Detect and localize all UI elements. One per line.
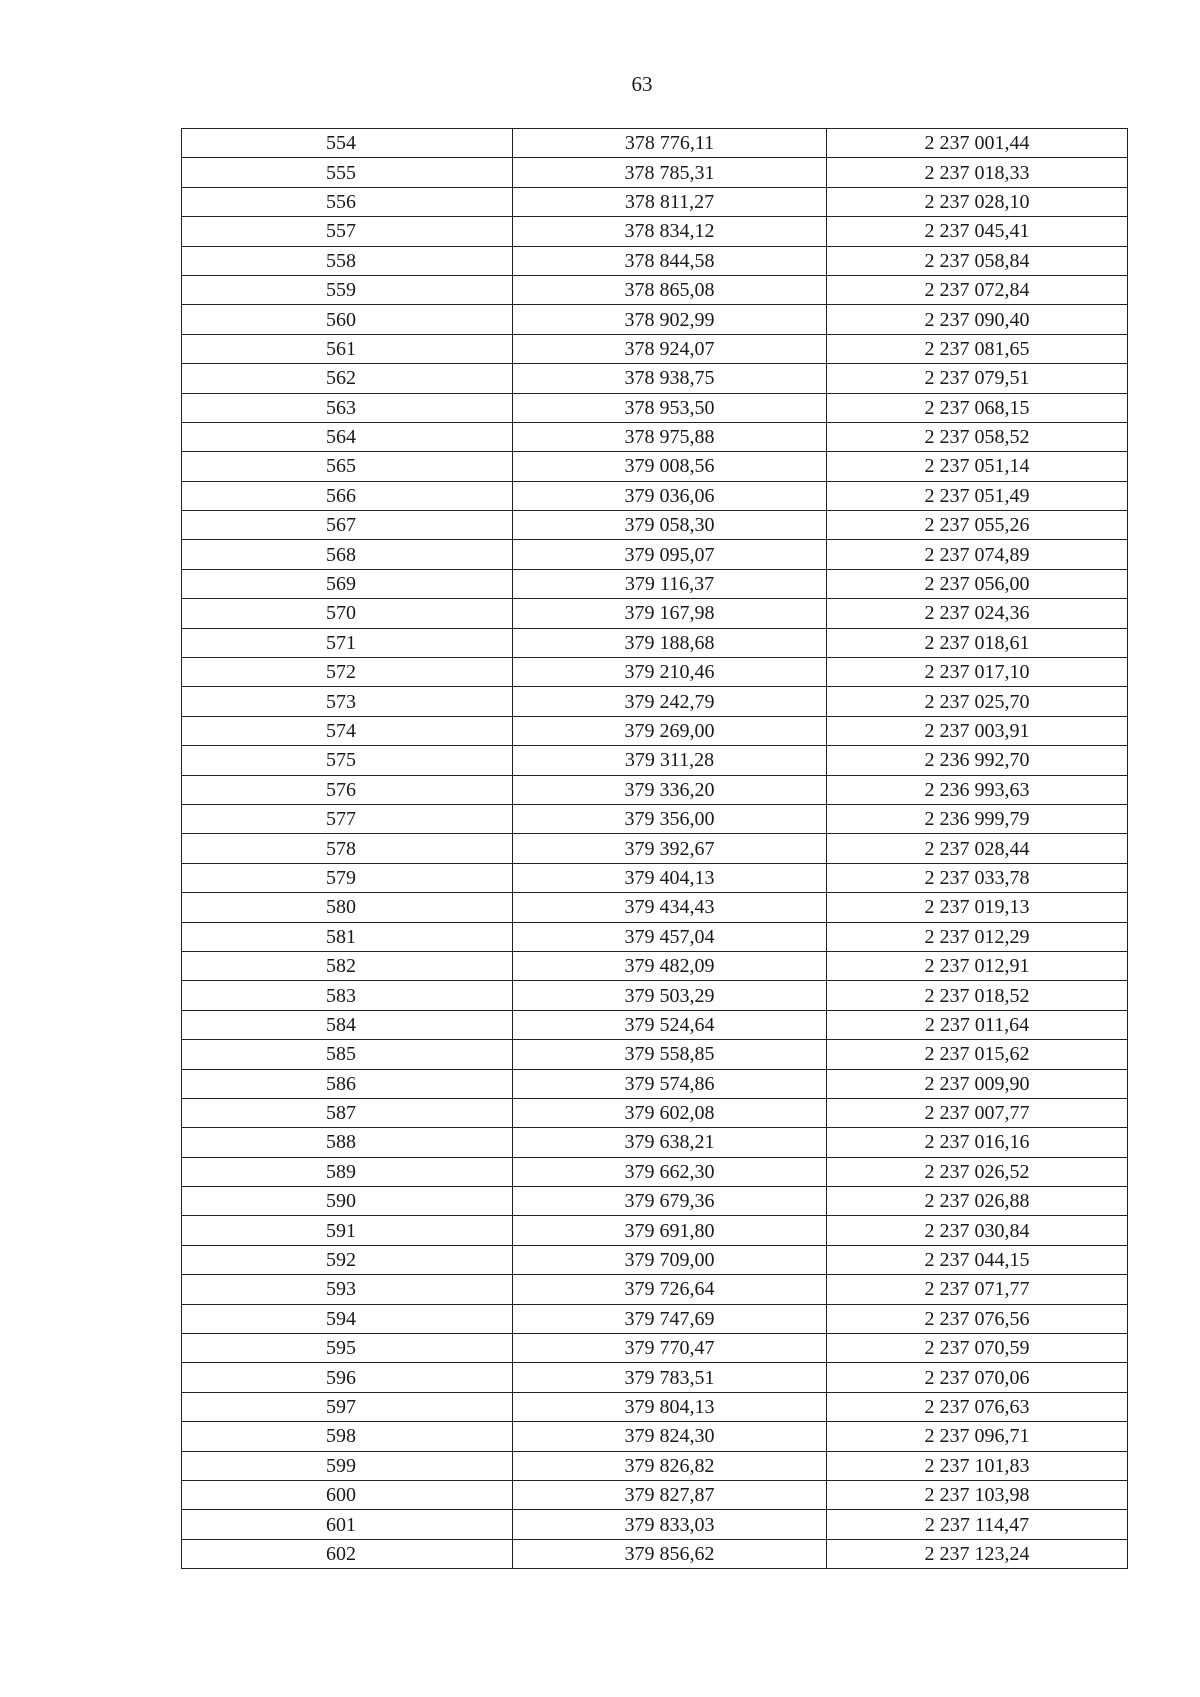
point-number-cell: 588: [182, 1128, 513, 1157]
point-number-cell: 577: [182, 804, 513, 833]
y-coordinate-cell: 2 237 015,62: [827, 1040, 1128, 1069]
y-coordinate-cell: 2 237 024,36: [827, 599, 1128, 628]
y-coordinate-cell: 2 237 026,52: [827, 1157, 1128, 1186]
point-number-cell: 554: [182, 129, 513, 158]
point-number-cell: 601: [182, 1510, 513, 1539]
point-number-cell: 558: [182, 246, 513, 275]
x-coordinate-cell: 379 167,98: [513, 599, 827, 628]
x-coordinate-cell: 379 833,03: [513, 1510, 827, 1539]
point-number-cell: 564: [182, 422, 513, 451]
y-coordinate-cell: 2 237 011,64: [827, 1010, 1128, 1039]
point-number-cell: 595: [182, 1334, 513, 1363]
y-coordinate-cell: 2 237 017,10: [827, 658, 1128, 687]
point-number-cell: 565: [182, 452, 513, 481]
point-number-cell: 581: [182, 922, 513, 951]
table-row: [182, 158, 1128, 187]
y-coordinate-cell: 2 237 012,29: [827, 922, 1128, 951]
x-coordinate-cell: 379 036,06: [513, 481, 827, 510]
table-row: [182, 540, 1128, 569]
y-coordinate-cell: 2 237 016,16: [827, 1128, 1128, 1157]
x-coordinate-cell: 379 770,47: [513, 1334, 827, 1363]
table-row: [182, 1480, 1128, 1509]
y-coordinate-cell: 2 237 101,83: [827, 1451, 1128, 1480]
y-coordinate-cell: 2 237 007,77: [827, 1098, 1128, 1127]
table-row: [182, 775, 1128, 804]
y-coordinate-cell: 2 237 076,56: [827, 1304, 1128, 1333]
y-coordinate-cell: 2 237 058,84: [827, 246, 1128, 275]
x-coordinate-cell: 379 856,62: [513, 1539, 827, 1568]
x-coordinate-cell: 379 457,04: [513, 922, 827, 951]
table-row: [182, 569, 1128, 598]
point-number-cell: 555: [182, 158, 513, 187]
x-coordinate-cell: 379 116,37: [513, 569, 827, 598]
page-number: 63: [631, 72, 653, 96]
table-row: [182, 599, 1128, 628]
x-coordinate-cell: 378 953,50: [513, 393, 827, 422]
coordinates-table: [181, 128, 1128, 1569]
y-coordinate-cell: 2 236 992,70: [827, 746, 1128, 775]
y-coordinate-cell: 2 237 018,33: [827, 158, 1128, 187]
x-coordinate-cell: 379 356,00: [513, 804, 827, 833]
x-coordinate-cell: 379 336,20: [513, 775, 827, 804]
y-coordinate-cell: 2 237 055,26: [827, 511, 1128, 540]
table-row: [182, 922, 1128, 951]
table-row: [182, 1098, 1128, 1127]
table-row: [182, 658, 1128, 687]
point-number-cell: 560: [182, 305, 513, 334]
x-coordinate-cell: 379 826,82: [513, 1451, 827, 1480]
point-number-cell: 576: [182, 775, 513, 804]
x-coordinate-cell: 379 482,09: [513, 951, 827, 980]
table-row: [182, 246, 1128, 275]
x-coordinate-cell: 379 095,07: [513, 540, 827, 569]
y-coordinate-cell: 2 237 045,41: [827, 217, 1128, 246]
y-coordinate-cell: 2 237 081,65: [827, 334, 1128, 363]
y-coordinate-cell: 2 237 070,59: [827, 1334, 1128, 1363]
y-coordinate-cell: 2 237 058,52: [827, 422, 1128, 451]
table-row: [182, 1275, 1128, 1304]
table-row: [182, 305, 1128, 334]
x-coordinate-cell: 378 785,31: [513, 158, 827, 187]
point-number-cell: 572: [182, 658, 513, 687]
x-coordinate-cell: 379 188,68: [513, 628, 827, 657]
point-number-cell: 570: [182, 599, 513, 628]
point-number-cell: 591: [182, 1216, 513, 1245]
table-row: [182, 628, 1128, 657]
y-coordinate-cell: 2 237 090,40: [827, 305, 1128, 334]
table-row: [182, 981, 1128, 1010]
y-coordinate-cell: 2 237 103,98: [827, 1480, 1128, 1509]
coordinates-table-body: [182, 129, 1128, 1569]
y-coordinate-cell: 2 237 068,15: [827, 393, 1128, 422]
x-coordinate-cell: 379 726,64: [513, 1275, 827, 1304]
y-coordinate-cell: 2 237 072,84: [827, 275, 1128, 304]
x-coordinate-cell: 379 008,56: [513, 452, 827, 481]
point-number-cell: 585: [182, 1040, 513, 1069]
table-row: [182, 1040, 1128, 1069]
point-number-cell: 598: [182, 1422, 513, 1451]
point-number-cell: 578: [182, 834, 513, 863]
point-number-cell: 599: [182, 1451, 513, 1480]
table-row: [182, 1392, 1128, 1421]
x-coordinate-cell: 378 975,88: [513, 422, 827, 451]
x-coordinate-cell: 378 776,11: [513, 129, 827, 158]
y-coordinate-cell: 2 236 999,79: [827, 804, 1128, 833]
x-coordinate-cell: 378 811,27: [513, 187, 827, 216]
y-coordinate-cell: 2 237 019,13: [827, 893, 1128, 922]
x-coordinate-cell: 378 924,07: [513, 334, 827, 363]
point-number-cell: 568: [182, 540, 513, 569]
y-coordinate-cell: 2 237 001,44: [827, 129, 1128, 158]
point-number-cell: 597: [182, 1392, 513, 1421]
y-coordinate-cell: 2 237 033,78: [827, 863, 1128, 892]
point-number-cell: 575: [182, 746, 513, 775]
table-row: [182, 1451, 1128, 1480]
y-coordinate-cell: 2 237 051,49: [827, 481, 1128, 510]
x-coordinate-cell: 379 242,79: [513, 687, 827, 716]
table-row: [182, 364, 1128, 393]
x-coordinate-cell: 379 804,13: [513, 1392, 827, 1421]
point-number-cell: 586: [182, 1069, 513, 1098]
y-coordinate-cell: 2 237 056,00: [827, 569, 1128, 598]
x-coordinate-cell: 379 662,30: [513, 1157, 827, 1186]
point-number-cell: 584: [182, 1010, 513, 1039]
table-row: [182, 1539, 1128, 1568]
x-coordinate-cell: 379 404,13: [513, 863, 827, 892]
table-row: [182, 187, 1128, 216]
table-row: [182, 334, 1128, 363]
point-number-cell: 556: [182, 187, 513, 216]
x-coordinate-cell: 379 638,21: [513, 1128, 827, 1157]
table-row: [182, 1157, 1128, 1186]
x-coordinate-cell: 379 210,46: [513, 658, 827, 687]
x-coordinate-cell: 378 834,12: [513, 217, 827, 246]
point-number-cell: 596: [182, 1363, 513, 1392]
table-row: [182, 1334, 1128, 1363]
point-number-cell: 582: [182, 951, 513, 980]
point-number-cell: 567: [182, 511, 513, 540]
point-number-cell: 566: [182, 481, 513, 510]
table-row: [182, 746, 1128, 775]
table-row: [182, 1510, 1128, 1539]
x-coordinate-cell: 379 691,80: [513, 1216, 827, 1245]
table-row: [182, 452, 1128, 481]
y-coordinate-cell: 2 237 071,77: [827, 1275, 1128, 1304]
x-coordinate-cell: 379 824,30: [513, 1422, 827, 1451]
point-number-cell: 587: [182, 1098, 513, 1127]
table-row: [182, 393, 1128, 422]
point-number-cell: 592: [182, 1245, 513, 1274]
y-coordinate-cell: 2 237 096,71: [827, 1422, 1128, 1451]
x-coordinate-cell: 379 709,00: [513, 1245, 827, 1274]
point-number-cell: 589: [182, 1157, 513, 1186]
point-number-cell: 579: [182, 863, 513, 892]
table-row: [182, 511, 1128, 540]
point-number-cell: 557: [182, 217, 513, 246]
y-coordinate-cell: 2 237 028,44: [827, 834, 1128, 863]
point-number-cell: 580: [182, 893, 513, 922]
x-coordinate-cell: 379 558,85: [513, 1040, 827, 1069]
table-row: [182, 129, 1128, 158]
x-coordinate-cell: 379 311,28: [513, 746, 827, 775]
x-coordinate-cell: 378 844,58: [513, 246, 827, 275]
point-number-cell: 574: [182, 716, 513, 745]
y-coordinate-cell: 2 237 009,90: [827, 1069, 1128, 1098]
y-coordinate-cell: 2 237 026,88: [827, 1187, 1128, 1216]
point-number-cell: 563: [182, 393, 513, 422]
y-coordinate-cell: 2 236 993,63: [827, 775, 1128, 804]
table-row: [182, 422, 1128, 451]
table-row: [182, 804, 1128, 833]
x-coordinate-cell: 379 524,64: [513, 1010, 827, 1039]
point-number-cell: 559: [182, 275, 513, 304]
table-row: [182, 863, 1128, 892]
table-row: [182, 1422, 1128, 1451]
table-row: [182, 1363, 1128, 1392]
point-number-cell: 573: [182, 687, 513, 716]
x-coordinate-cell: 379 602,08: [513, 1098, 827, 1127]
x-coordinate-cell: 378 902,99: [513, 305, 827, 334]
x-coordinate-cell: 379 503,29: [513, 981, 827, 1010]
point-number-cell: 562: [182, 364, 513, 393]
point-number-cell: 600: [182, 1480, 513, 1509]
x-coordinate-cell: 379 679,36: [513, 1187, 827, 1216]
table-row: [182, 1069, 1128, 1098]
x-coordinate-cell: 378 865,08: [513, 275, 827, 304]
table-row: [182, 1216, 1128, 1245]
x-coordinate-cell: 379 434,43: [513, 893, 827, 922]
x-coordinate-cell: 379 783,51: [513, 1363, 827, 1392]
table-row: [182, 1304, 1128, 1333]
y-coordinate-cell: 2 237 074,89: [827, 540, 1128, 569]
x-coordinate-cell: 378 938,75: [513, 364, 827, 393]
table-row: [182, 834, 1128, 863]
y-coordinate-cell: 2 237 012,91: [827, 951, 1128, 980]
y-coordinate-cell: 2 237 028,10: [827, 187, 1128, 216]
y-coordinate-cell: 2 237 025,70: [827, 687, 1128, 716]
point-number-cell: 571: [182, 628, 513, 657]
table-row: [182, 716, 1128, 745]
y-coordinate-cell: 2 237 030,84: [827, 1216, 1128, 1245]
point-number-cell: 561: [182, 334, 513, 363]
table-row: [182, 1187, 1128, 1216]
y-coordinate-cell: 2 237 044,15: [827, 1245, 1128, 1274]
table-row: [182, 951, 1128, 980]
y-coordinate-cell: 2 237 114,47: [827, 1510, 1128, 1539]
y-coordinate-cell: 2 237 003,91: [827, 716, 1128, 745]
x-coordinate-cell: 379 392,67: [513, 834, 827, 863]
table-row: [182, 893, 1128, 922]
x-coordinate-cell: 379 574,86: [513, 1069, 827, 1098]
table-row: [182, 1245, 1128, 1274]
table-row: [182, 1010, 1128, 1039]
y-coordinate-cell: 2 237 079,51: [827, 364, 1128, 393]
y-coordinate-cell: 2 237 076,63: [827, 1392, 1128, 1421]
y-coordinate-cell: 2 237 123,24: [827, 1539, 1128, 1568]
y-coordinate-cell: 2 237 018,61: [827, 628, 1128, 657]
table-row: [182, 687, 1128, 716]
point-number-cell: 569: [182, 569, 513, 598]
table-row: [182, 275, 1128, 304]
table-row: [182, 481, 1128, 510]
x-coordinate-cell: 379 058,30: [513, 511, 827, 540]
y-coordinate-cell: 2 237 051,14: [827, 452, 1128, 481]
x-coordinate-cell: 379 269,00: [513, 716, 827, 745]
table-row: [182, 1128, 1128, 1157]
point-number-cell: 590: [182, 1187, 513, 1216]
point-number-cell: 593: [182, 1275, 513, 1304]
y-coordinate-cell: 2 237 070,06: [827, 1363, 1128, 1392]
table-row: [182, 217, 1128, 246]
x-coordinate-cell: 379 747,69: [513, 1304, 827, 1333]
y-coordinate-cell: 2 237 018,52: [827, 981, 1128, 1010]
point-number-cell: 583: [182, 981, 513, 1010]
x-coordinate-cell: 379 827,87: [513, 1480, 827, 1509]
point-number-cell: 594: [182, 1304, 513, 1333]
point-number-cell: 602: [182, 1539, 513, 1568]
